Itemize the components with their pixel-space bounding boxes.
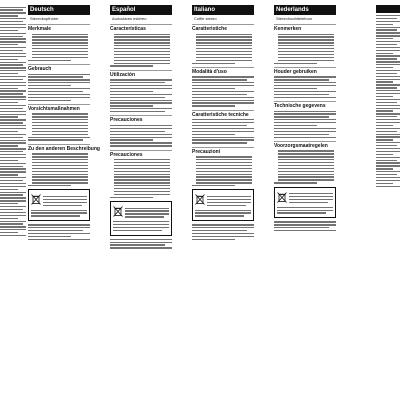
section-title: Precauzioni: [192, 147, 254, 155]
section-title: Caratteristiche tecniche: [192, 110, 254, 118]
language-heading: Nederlands: [274, 5, 336, 15]
language-heading-stub: [376, 5, 400, 13]
column-italian: [192, 5, 254, 397]
weee-crossed-bin-icon: [31, 194, 41, 205]
section-title: Merkmale: [28, 24, 90, 32]
language-heading: Italiano: [192, 5, 254, 15]
section-title: Gebrauch: [28, 64, 90, 72]
language-heading: Deutsch: [28, 5, 90, 15]
section-title: Houder gebruiken: [274, 67, 336, 75]
product-subtitle: Stereohoofdtelefoon: [276, 16, 313, 21]
language-heading: Español: [110, 5, 172, 15]
weee-crossed-bin-icon: [195, 194, 205, 205]
section-title: Kenmerken: [274, 24, 336, 32]
section-title: Technische gegevens: [274, 101, 336, 109]
section-title: Caratteristiche: [192, 24, 254, 32]
section-title: Vorsichtsmaßnahmen: [28, 104, 90, 112]
product-subtitle: Auriculares estéreo: [112, 16, 147, 21]
left-partial-column: [0, 5, 26, 397]
column-german: [28, 5, 100, 397]
weee-notice-box: [192, 189, 254, 221]
weee-crossed-bin-icon: [277, 192, 287, 203]
weee-crossed-bin-icon: [113, 206, 123, 217]
section-title: Voorzorgsmaatregelen: [274, 141, 336, 149]
weee-notice-box: [274, 187, 336, 219]
weee-notice-box: [28, 189, 90, 221]
weee-notice-box: [110, 201, 172, 236]
product-subtitle: Cuffie stereo: [194, 16, 217, 21]
section-title: Características: [110, 24, 172, 32]
section-title: Precauciones: [110, 115, 172, 123]
section-title: Zu den anderen Beschreibung: [28, 145, 100, 152]
column-spanish: [110, 5, 172, 397]
section-title: Precauciones: [110, 150, 172, 158]
product-subtitle: Stereokopfhörer: [30, 16, 59, 21]
column-dutch: [274, 5, 336, 397]
section-title: Utilización: [110, 70, 172, 78]
right-partial-column: [376, 5, 400, 397]
section-title: Modalità d'uso: [192, 67, 254, 75]
